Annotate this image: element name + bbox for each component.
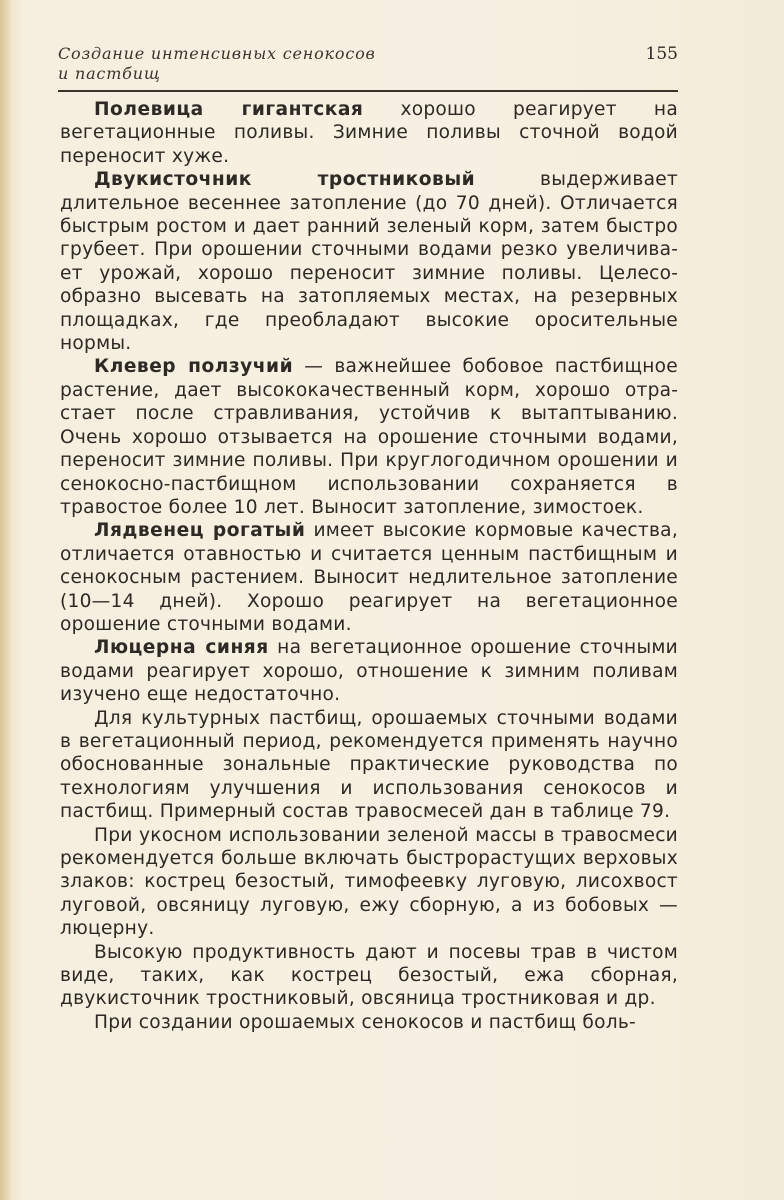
- paragraph-text: на вегетационное орошение сточными водами реагирует хорошо, отношение к зимним поливам изучено еще недостаточно.: [60, 637, 678, 706]
- paragraph-polevitsa: [60, 98, 678, 168]
- paragraph-klever: [60, 355, 678, 519]
- paragraph-text: выдерживает длительное весеннее затопление (до 70 дней). Отличается быстрым ростом и дает ранний зеленый корм, затем быстро грубеет. При орошении сточными водами резко увеличивает урожай, хорошо переносит зимние поливы. Целесообразно высевать на затопляемых местах, на резервных площадках, где преобладают высокие оросительные нормы.: [60, 169, 678, 355]
- plant-name: Люцерна синяя: [94, 637, 269, 659]
- paragraph-text: Для культурных пастбищ, орошаемых сточными водами в вегетационный период, рекомендуется применять научно обоснованные зональные практические руководства по технологиям улучшения и использования сенокосов и пастбищ. Примерный состав травосмесей дан в таблице 79.: [60, 707, 678, 823]
- body-text: [60, 98, 678, 1034]
- paragraph-text: хорошо реагирует на вегетационные поливы. Зимние поливы сточной водой переносит хуже.: [60, 99, 678, 167]
- paragraph-lyutserna: [60, 636, 678, 706]
- paragraph-mowing: [60, 824, 678, 941]
- paragraph-text: — важнейшее бобовое пастбищное растение, дает высококачественный корм, хорошо отрастает после стравливания, устойчив к вытаптыванию. Очень хорошо отзывается на орошение сточными водами, переносит зимние поливы. При круглогодичном орошении и сенокосно-пастбищном использовании сохраняется в травостое более 10 лет. Выносит затопление, зимостоек.: [60, 356, 678, 518]
- paragraph-productivity: [60, 941, 678, 1011]
- paragraph-dvukistochnik: [60, 168, 678, 355]
- plant-name: Полевица гигантская: [94, 99, 364, 120]
- plant-name: Клевер ползучий: [94, 356, 294, 378]
- paragraph-lyadvenets: [60, 519, 678, 636]
- paragraph-text: При укосном использовании зеленой массы в травосмеси рекомендуется больше включать быстрорастущих верховых злаков: кострец безостый, тимофеевку луговую, лисохвост луговой, овсяницу луговую, ежу сборную, а из бобовых — люцерну.: [60, 824, 678, 940]
- plant-name: Лядвенец рогатый: [94, 520, 306, 542]
- page-number: 155: [645, 44, 678, 64]
- header-rule: [58, 90, 678, 92]
- running-title-line-1: Создание интенсивных сенокосов: [58, 44, 376, 63]
- paragraph-pastures: [60, 707, 678, 824]
- plant-name: Двукисточник тростниковый: [94, 169, 476, 191]
- running-title: [58, 44, 478, 84]
- paragraph-text: имеет высокие кормовые качества, отличается отавностью и считается ценным пастбищным и сенокосным растением. Выносит недлительное затопление (10—14 дней). Хорошо реагирует на вегетационное орошение сточными водами.: [60, 520, 678, 635]
- page-binding-edge: [0, 0, 12, 1200]
- paragraph-continued: [60, 1011, 678, 1034]
- paragraph-text: Высокую продуктивность дают и посевы трав в чистом виде, таких, как кострец безостый, ежа сборная, двукисточник тростниковый, овсяница тростниковая и др.: [60, 941, 678, 1010]
- page-header: [58, 44, 678, 92]
- running-title-line-2: и пастбищ: [58, 64, 161, 83]
- paragraph-text: При создании орошаемых сенокосов и пастбищ боль-: [94, 1011, 637, 1033]
